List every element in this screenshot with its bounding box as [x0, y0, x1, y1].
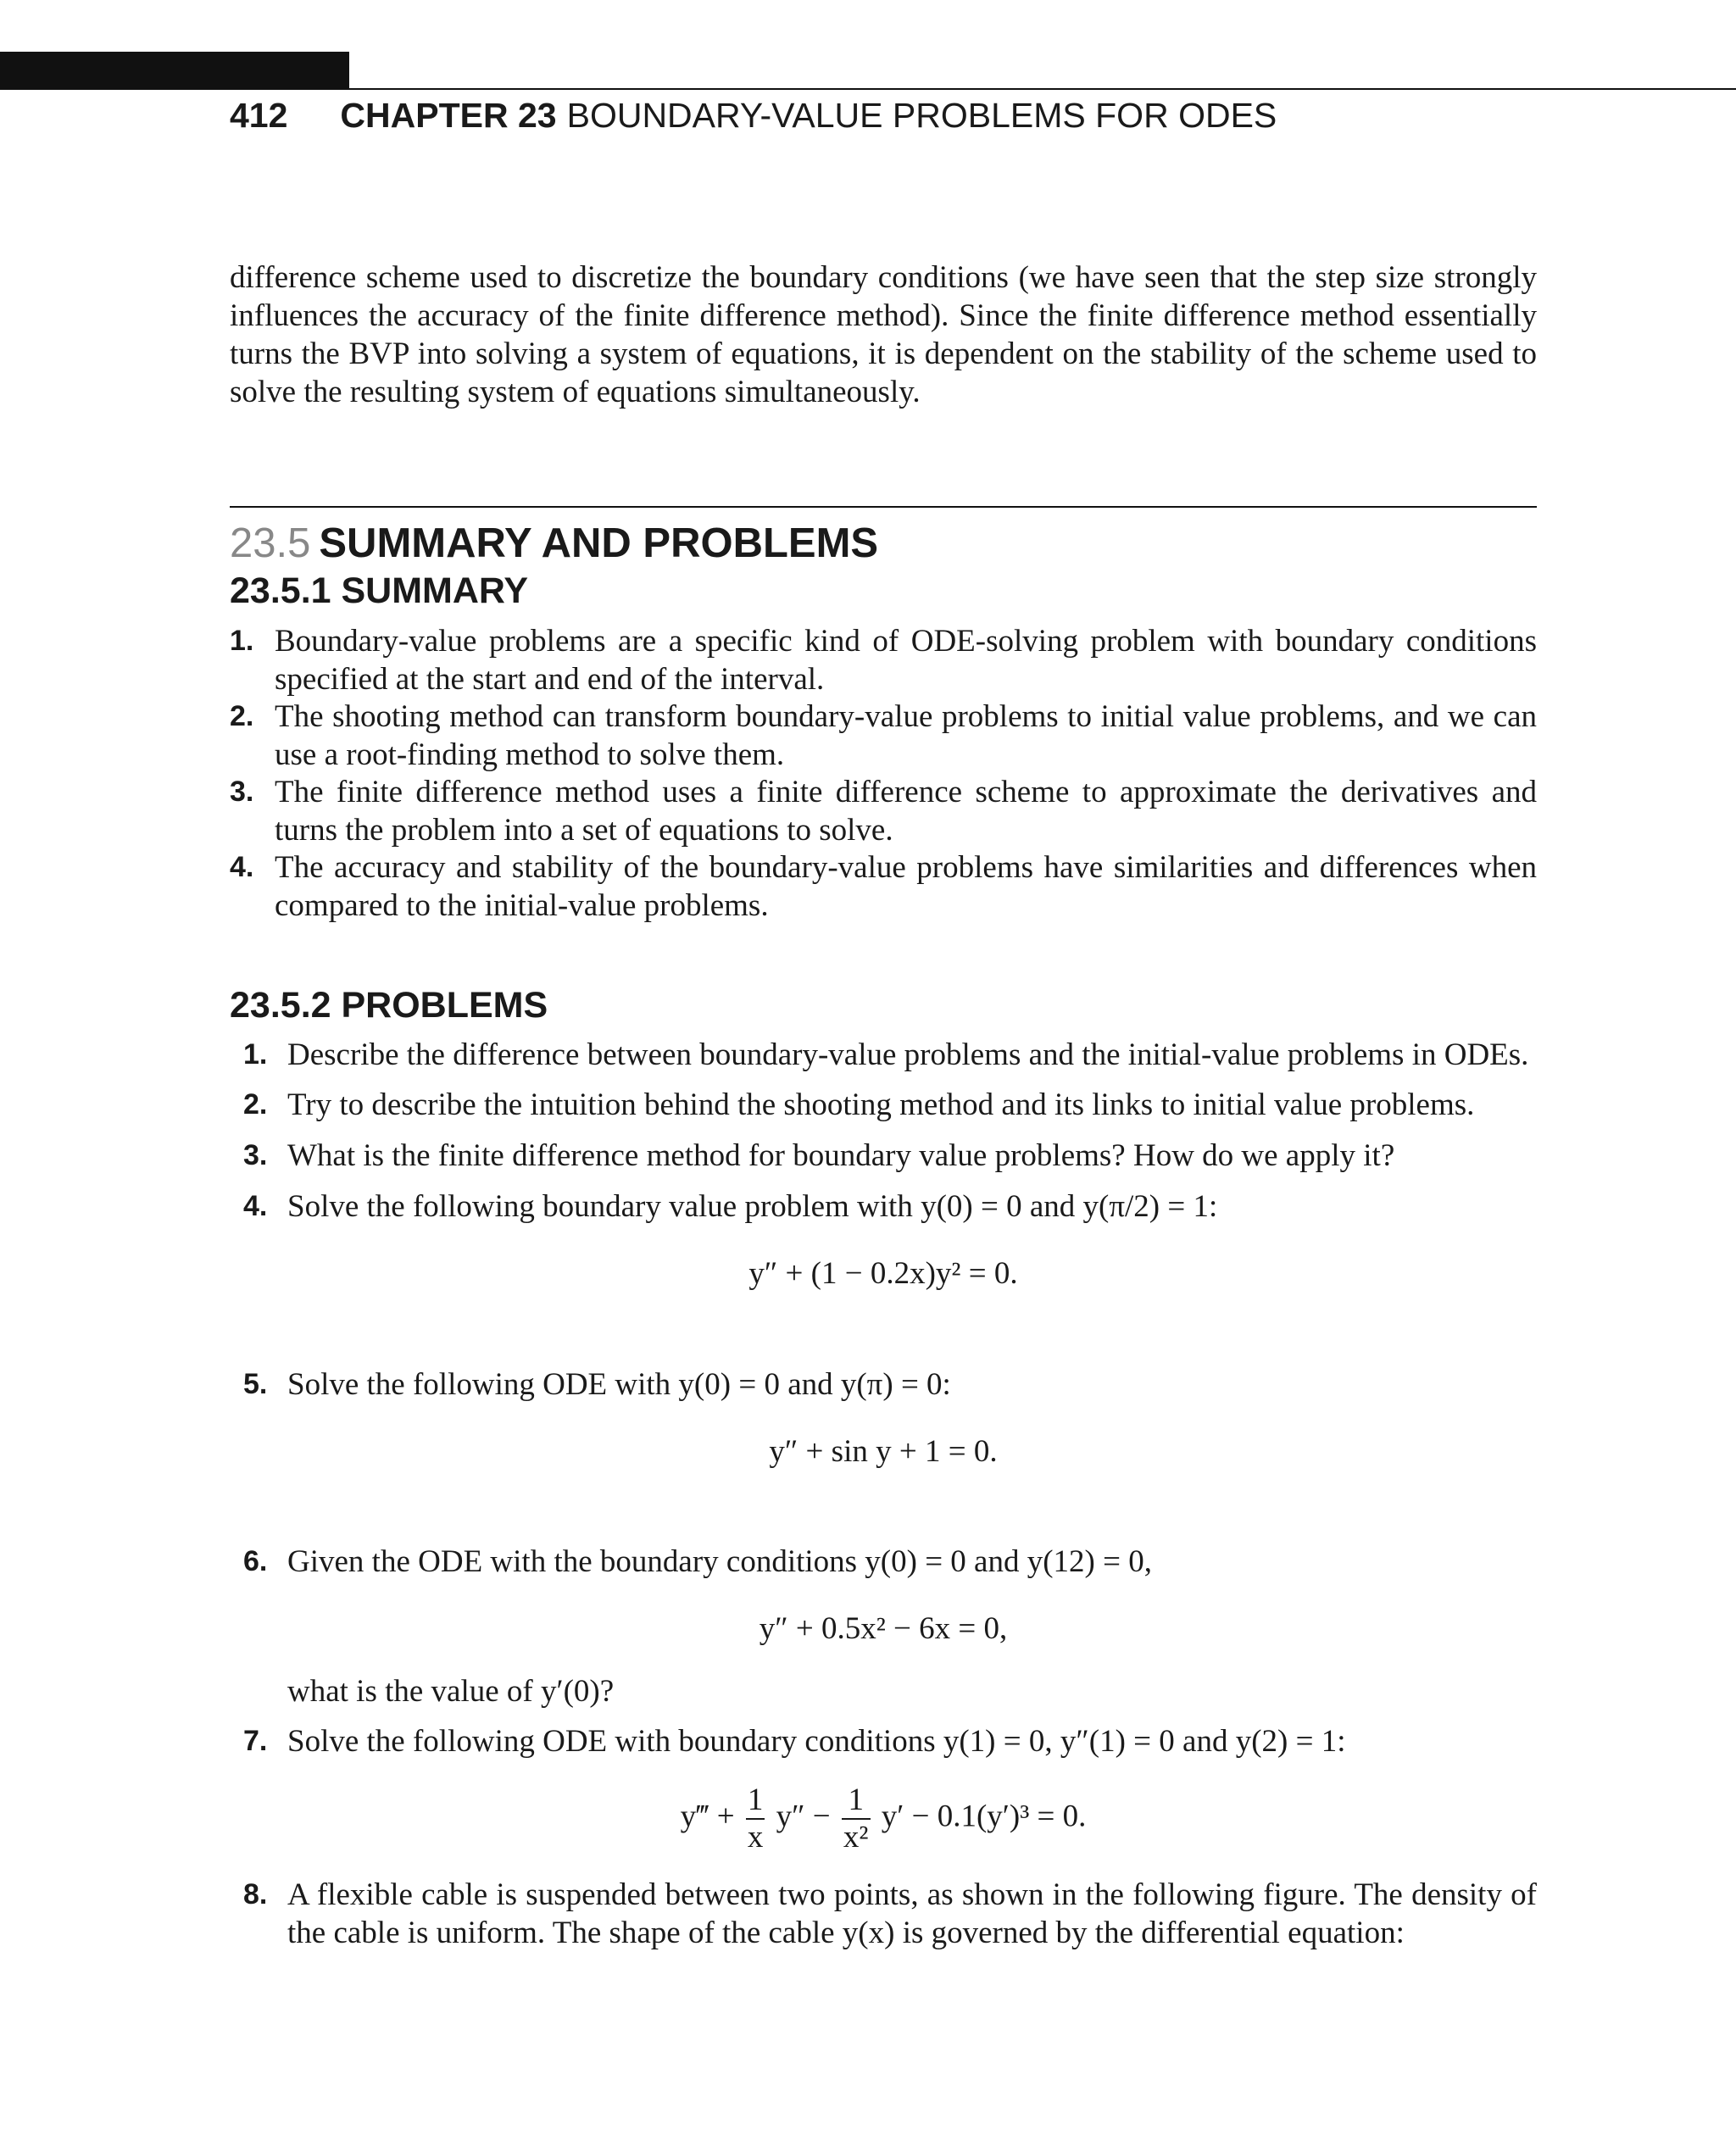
fraction-denominator: x² [843, 1820, 869, 1855]
summary-item-text: The shooting method can transform boundary-value problems to initial value problems, and we can use a root-finding method to solve them. [275, 699, 1537, 772]
problem-text: Solve the following boundary value problem with y(0) = 0 and y(π/2) = 1: [287, 1189, 1218, 1224]
section-number: 23.5 [230, 520, 311, 566]
problem-text: Given the ODE with the boundary conditions y(0) = 0 and y(12) = 0, [287, 1544, 1152, 1579]
problem-item [243, 1137, 1537, 1175]
running-header [230, 93, 1277, 137]
summary-item-text: The accuracy and stability of the boundary-value problems have similarities and differences when compared to the initial-value problems. [275, 850, 1537, 923]
section-title: SUMMARY AND PROBLEMS [319, 520, 879, 566]
summary-item [230, 773, 1537, 849]
problem-item [243, 1187, 1537, 1226]
problem-item [243, 1722, 1537, 1760]
fraction-numerator: 1 [842, 1782, 871, 1820]
problem-number: 1. [243, 1038, 268, 1070]
summary-item-number: 1. [230, 625, 254, 657]
summary-item-number: 2. [230, 700, 254, 732]
problem-number: 7. [243, 1725, 268, 1757]
intro-paragraph: difference scheme used to discretize the boundary conditions (we have seen that the step size strongly influences the accuracy of the finite difference method). Since the finite difference method essentially turns the BVP into solving a system of equations, it is dependent on the stability of the scheme used to solve the resulting system of equations simultaneously. [230, 260, 1537, 409]
summary-item [230, 622, 1537, 698]
problem-number: 5. [243, 1368, 268, 1400]
summary-item [230, 848, 1537, 925]
summary-item-text: Boundary-value problems are a specific kind of ODE-solving problem with boundary conditions specified at the start and end of the interval. [275, 624, 1537, 697]
summary-item [230, 698, 1537, 774]
equation: y″ + 0.5x² − 6x = 0, [759, 1611, 1008, 1646]
page-number: 412 [230, 96, 288, 135]
fraction-numerator: 1 [746, 1782, 765, 1820]
chapter-title: BOUNDARY-VALUE PROBLEMS FOR ODES [566, 96, 1277, 135]
problem-item [243, 1543, 1537, 1581]
section-heading [230, 517, 878, 570]
problem-followup: what is the value of y′(0)? [287, 1674, 615, 1709]
fraction-denominator: x [747, 1820, 764, 1855]
problem-item [243, 1086, 1537, 1124]
problem-item [243, 1876, 1537, 1952]
summary-item-text: The finite difference method uses a finite difference scheme to approximate the derivatives and turns the problem into a set of equations to solve. [275, 775, 1537, 848]
equation-term: y‴ + [680, 1799, 735, 1834]
fraction [746, 1782, 765, 1855]
problem-number: 6. [243, 1545, 268, 1577]
problem-text: What is the finite difference method for boundary value problems? How do we apply it? [287, 1138, 1395, 1173]
problems-heading: 23.5.2 PROBLEMS [230, 985, 548, 1026]
problem-text: Try to describe the intuition behind the shooting method and its links to initial value problems. [287, 1087, 1475, 1122]
problem-number: 4. [243, 1190, 268, 1222]
problem-text: Solve the following ODE with boundary conditions y(1) = 0, y″(1) = 0 and y(2) = 1: [287, 1724, 1346, 1759]
problem-item [243, 1036, 1537, 1074]
problem-item [243, 1365, 1537, 1404]
summary-heading: 23.5.1 SUMMARY [230, 570, 529, 611]
header-rule [349, 88, 1736, 90]
problem-text: Describe the difference between boundary-value problems and the initial-value problems in ODEs. [287, 1037, 1529, 1072]
summary-item-number: 4. [230, 851, 254, 883]
equation-term: y″ − [776, 1799, 831, 1834]
fraction [842, 1782, 871, 1855]
section-divider [230, 506, 1537, 508]
equation-term: y′ − 0.1(y′)³ = 0. [881, 1799, 1087, 1834]
summary-item-number: 3. [230, 776, 254, 808]
header-black-bar [0, 52, 349, 90]
equation: y″ + (1 − 0.2x)y² = 0. [748, 1256, 1018, 1291]
problem-number: 3. [243, 1139, 268, 1171]
problem-text: A flexible cable is suspended between two points, as shown in the following figure. The density of the cable is uniform. The shape of the cable y(x) is governed by the differential equation: [287, 1877, 1537, 1950]
problem-number: 8. [243, 1878, 268, 1910]
equation: y″ + sin y + 1 = 0. [769, 1434, 998, 1469]
equation [230, 1782, 1537, 1855]
problem-text: Solve the following ODE with y(0) = 0 and y(π) = 0: [287, 1367, 951, 1402]
chapter-label: CHAPTER 23 [340, 96, 557, 135]
problem-number: 2. [243, 1088, 268, 1121]
